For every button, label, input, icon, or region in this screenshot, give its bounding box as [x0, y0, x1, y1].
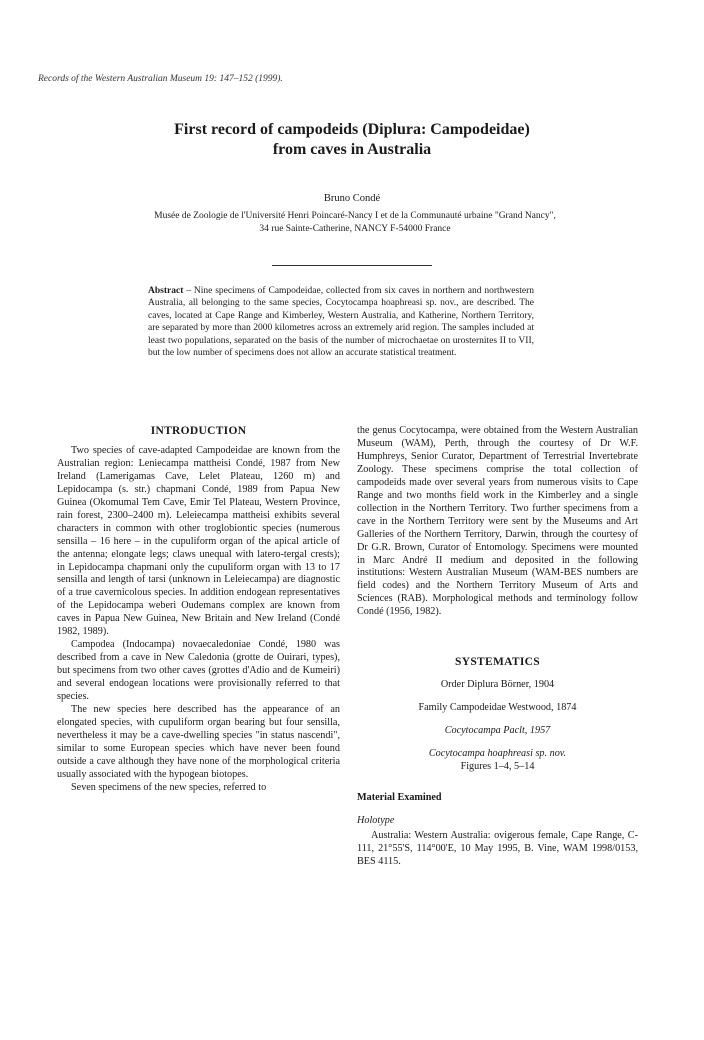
left-column	[57, 425, 340, 795]
figures-line: Figures 1–4, 5–14	[460, 761, 535, 773]
affiliation-line-1: Musée de Zoologie de l'Université Henri Poincaré-Nancy I et de la Communauté urbaine "Grand Nancy",	[154, 211, 556, 221]
holotype-label: Holotype	[357, 814, 395, 826]
systematics-heading: SYSTEMATICS	[455, 656, 540, 669]
author-name: Bruno Condé	[323, 193, 381, 204]
journal-citation: Records of the Western Australian Museum 19: 147–152 (1999).	[38, 74, 283, 84]
affiliation	[60, 210, 650, 236]
intro-paragraph-4: Seven specimens of the new species, referred to	[71, 781, 267, 793]
genus-line: Cocytocampa Paclt, 1957	[444, 725, 551, 737]
order-line: Order Diplura Börner, 1904	[440, 679, 555, 691]
intro-paragraph-2: Campodea (Indocampa) novaecaledoniae Condé, 1980 was described from a cave in New Caledonia (grotte de Ouirari, types), but specimens from two other caves (grottes d'Adio and de Kumeiri) and several endogean locations were provisionally referred to that species.	[57, 639, 340, 703]
introduction-heading: INTRODUCTION	[150, 425, 247, 437]
right-column	[357, 425, 638, 869]
title-line-1: First record of campodeids (Diplura: Campodeidae)	[174, 121, 530, 138]
family-line: Family Campodeidae Westwood, 1874	[418, 702, 577, 714]
intro-paragraph-3: The new species here described has the appearance of an elongated species, with cupuliform organ bearing but four sensilla, nevertheless it may be a cave-dwelling species "in status nascendi", similar to some European species which have never been found outside a cave although they have none of the morphological criteria usually associated with the hypogean biotopes.	[57, 704, 340, 780]
intro-paragraph-continued: the genus Cocytocampa, were obtained from the Western Australian Museum (WAM), Perth, through the courtesy of Dr W.F. Humphreys, Senior Curator, Department of Terrestrial Invertebrate Zoology. These specimens comprise the total collection of campodeids made over several years from numerous visits to Cape Range and two months field work in the Kimberley and a single collection in the Northern Territory. Two further specimens from a cave in the Northern Territory were sent by the Museums and Art Galleries of the Northern Territory, Darwin, through the courtesy of Dr G.R. Brown, Curator of Entomology. Specimens were mounted in Marc André II medium and deposited in the following institutions: Western Australian Museum (WAM-BES numbers are field codes) and the Northern Territory Museum of Arts and Sciences (RAB). Morphological methods and terminology follow Condé (1956, 1982).	[357, 425, 638, 618]
abstract-text: – Nine specimens of Campodeidae, collected from six caves in northern and northwestern Australia, all belonging to the same species, Cocytocampa hoaphreasi sp. nov., are described. The caves, located at Cape Range and Kimberley, Western Australia, and Katherine, Northern Territory, are separated by more than 2000 kilometres across an extremely arid region. The samples included at least two populations, separated on the basis of the number of microchaetae on urosternites II to VII, but the low number of specimens does not allow an accurate statistical treatment.	[148, 286, 534, 359]
abstract-label: Abstract	[148, 286, 184, 296]
material-examined-heading: Material Examined	[357, 792, 442, 804]
holotype-text: Australia: Western Australia: ovigerous female, Cape Range, C-111, 21°55'S, 114°00'E, 10 May 1995, B. Vine, WAM 1998/0153, BES 4115.	[357, 829, 638, 867]
paper-title	[0, 120, 704, 160]
title-line-2: from caves in Australia	[272, 141, 432, 158]
intro-paragraph-1: Two species of cave-adapted Campodeidae are known from the Australian region: Leniecampa mattheisi Condé, 1987 from New Ireland (Lamerigamas Cave, Lelet Plateau, 1260 m) and Lepidocampa (s. str.) chapmani Condé, 1989 from Papua New Guinea (Okomumal Tem Cave, Emir Tel Plateau, Western Province, rain forest, 2300–2400 m). Leleiecampa mattheisi exhibits several characters in common with other troglobiontic species (numerous sensilla – 16 here – in the cupuliform organ of the apical article of the antenna; elongate legs; claws unequal with latero-tergal crests); in Lepidocampa chapmani only the cupuliform organ with 13 to 17 sensilla and length of tarsi (unknown in Leleiecampa) are diagnostic of a true cavernicolous species. In addition endogean representatives of the Lepidocampa weberi Oudemans complex are known from caves in Papua New Guinea, New Britain and New Ireland (Condé 1982, 1989).	[57, 444, 340, 638]
divider-rule	[272, 265, 432, 266]
species-line: Cocytocampa hoaphreasi sp. nov.	[428, 748, 567, 760]
abstract	[148, 285, 534, 359]
affiliation-line-2: 34 rue Sainte-Catherine, NANCY F-54000 France	[259, 224, 451, 234]
